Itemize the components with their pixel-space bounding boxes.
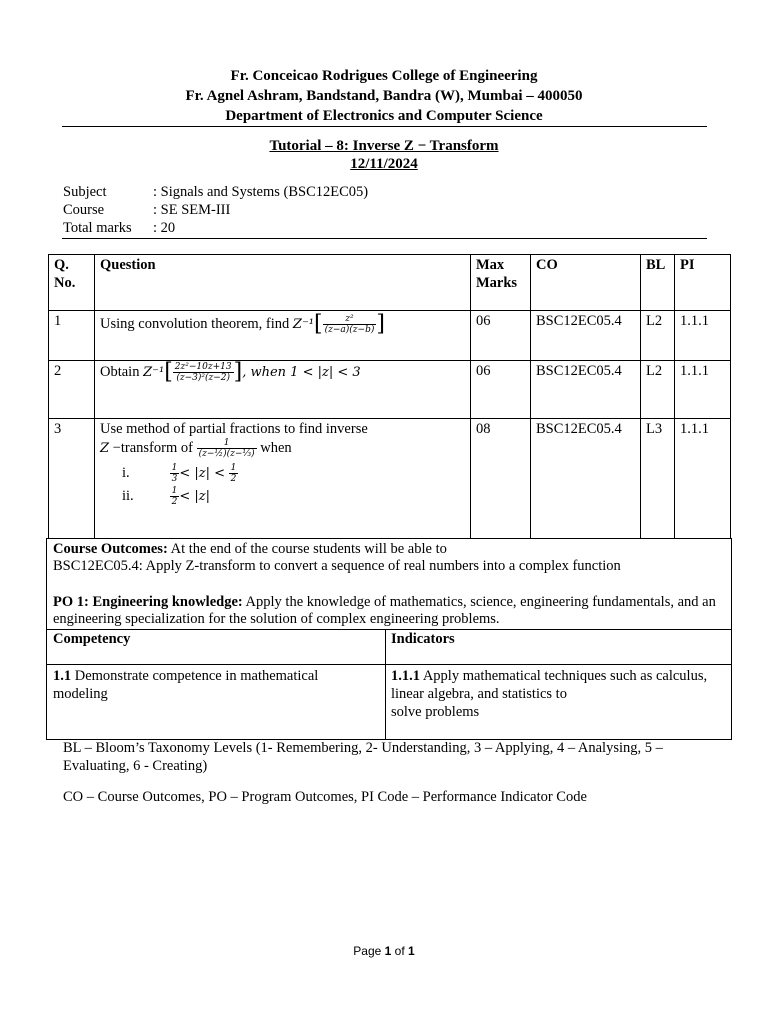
table-header-row (49, 255, 731, 311)
fraction (323, 314, 377, 335)
fraction-numerator: 1 (197, 438, 257, 449)
course-outcomes-text: At the end of the course students will be able to (167, 541, 447, 557)
program-outcome-label: PO 1: Engineering knowledge: (53, 594, 243, 610)
fraction-denominator: 2 (171, 497, 178, 507)
question-marks: 06 (471, 361, 531, 419)
of-word: of (391, 944, 409, 958)
inverse-z-symbol: Z⁻¹ (292, 316, 315, 332)
fraction-denominator: 3 (171, 474, 178, 484)
competency-cell (53, 667, 373, 703)
question-when: when (260, 439, 292, 456)
question-number: 3 (49, 419, 95, 539)
bracket-close: ] (376, 311, 385, 337)
question-co: BSC12EC05.4 (531, 361, 641, 419)
question-pi: 1.1.1 (675, 419, 731, 539)
competency-mid-rule (47, 664, 731, 665)
bracket-close: ] (233, 359, 243, 385)
question-marks: 06 (471, 311, 531, 361)
question-number: 2 (49, 361, 95, 419)
meta-value: : 20 (153, 220, 176, 236)
question-text (95, 311, 471, 361)
region-of-convergence: , when 1 < |z| < 3 (242, 364, 361, 380)
table-row (49, 361, 731, 419)
table-row (49, 419, 731, 539)
inequality: < |z| (179, 488, 210, 504)
indicator-text: Apply mathematical techniques such as calculus, linear algebra, and statistics to (391, 668, 708, 702)
header-qno: Q. No. (49, 255, 95, 311)
question-lead: Using convolution theorem, find (100, 315, 290, 332)
meta-value: : SE SEM-III (153, 202, 231, 218)
sub-item-label: i. (122, 464, 130, 481)
indicator-cell (391, 667, 727, 721)
bracket-open: [ (164, 359, 173, 385)
fraction (170, 463, 180, 484)
college-address: Fr. Agnel Ashram, Bandstand, Bandra (W), Mumbai – 400050 (185, 88, 583, 104)
question-lead: Obtain (100, 363, 140, 380)
fraction-numerator: 1 (171, 486, 178, 496)
page-word: Page (353, 944, 385, 958)
tutorial-date: 12/11/2024 (350, 156, 418, 172)
competency-header: Competency (53, 631, 131, 647)
question-number: 1 (49, 311, 95, 361)
competency-divider (385, 629, 386, 739)
fraction (229, 463, 239, 484)
fraction-denominator: (z−½)(z−⅓) (198, 449, 255, 459)
course-outcomes (53, 541, 723, 575)
fraction-numerator: z² (323, 314, 377, 325)
meta-rule (62, 238, 707, 239)
fraction-denominator: 2 (230, 474, 237, 484)
question-co: BSC12EC05.4 (531, 311, 641, 361)
page-number: 1 (384, 944, 392, 958)
header-question: Question (95, 255, 471, 311)
meta-label: Total marks (63, 220, 132, 236)
header-bl: BL (641, 255, 675, 311)
fraction-numerator: 1 (230, 463, 237, 473)
meta-table (63, 183, 368, 237)
fraction (170, 486, 180, 507)
question-text (95, 419, 471, 539)
question-pi: 1.1.1 (675, 311, 731, 361)
page-footer (0, 944, 768, 958)
bracket-open: [ (314, 311, 323, 337)
header-max-marks: Max Marks (471, 255, 531, 311)
indicator-code: 1.1.1 (391, 668, 420, 684)
course-outcome-item: BSC12EC05.4: Apply Z-transform to convert a sequence of real numbers into a complex function (53, 558, 621, 574)
fraction-numerator: 2z²−10z+13 (174, 362, 232, 372)
fraction-denominator: (z−3)²(z−2) (176, 373, 231, 383)
competency-top-rule (47, 629, 731, 630)
meta-label: Course (63, 202, 105, 218)
table-row (49, 311, 731, 361)
tutorial-title: Tutorial – 8: Inverse Z − Transform (269, 138, 499, 154)
program-outcome-text: Apply the knowledge of mathematics, science, engineering fundamentals, and an engineering specialization for the solution of complex engineering problems. (53, 594, 716, 627)
department-name: Department of Electronics and Computer Science (225, 108, 543, 124)
meta-label: Subject (63, 184, 107, 200)
question-bl: L2 (641, 311, 675, 361)
question-bl: L3 (641, 419, 675, 539)
fraction (197, 438, 257, 459)
header-co: CO (531, 255, 641, 311)
program-outcome (53, 594, 725, 628)
competency-code: 1.1 (53, 668, 72, 684)
question-co: BSC12EC05.4 (531, 419, 641, 539)
header-rule (62, 126, 707, 127)
z-symbol: Z (100, 440, 110, 456)
indicator-text-line2: solve problems (391, 704, 480, 720)
meta-value: : Signals and Systems (BSC12EC05) (153, 184, 369, 200)
abbreviation-note: CO – Course Outcomes, PO – Program Outcomes, PI Code – Performance Indicator Code (63, 789, 587, 805)
fraction (173, 362, 234, 383)
inverse-z-symbol: Z⁻¹ (143, 364, 165, 380)
indicators-header: Indicators (391, 631, 455, 647)
outcomes-box (46, 538, 732, 740)
question-lead: Use method of partial fractions to find inverse (100, 421, 368, 437)
bloom-note: BL – Bloom’s Taxonomy Levels (1- Remembering, 2- Understanding, 3 – Applying, 4 – Analysing, 5 – Evaluating, 6 - Creating) (63, 740, 663, 774)
header-pi: PI (675, 255, 731, 311)
fraction-numerator: 1 (171, 463, 178, 473)
question-text (95, 361, 471, 419)
college-name: Fr. Conceicao Rodrigues College of Engineering (230, 68, 538, 84)
course-outcomes-label: Course Outcomes: (53, 541, 168, 557)
sub-item-label: ii. (122, 487, 134, 504)
competency-text: Demonstrate competence in mathematical modeling (53, 668, 319, 702)
fraction-denominator: (z−a)(z−b) (324, 325, 375, 335)
questions-table (48, 254, 731, 539)
inequality: < |z| < (179, 465, 226, 481)
page-total: 1 (408, 944, 415, 958)
question-pi: 1.1.1 (675, 361, 731, 419)
question-line2: −transform of (109, 439, 193, 456)
question-bl: L2 (641, 361, 675, 419)
question-marks: 08 (471, 419, 531, 539)
